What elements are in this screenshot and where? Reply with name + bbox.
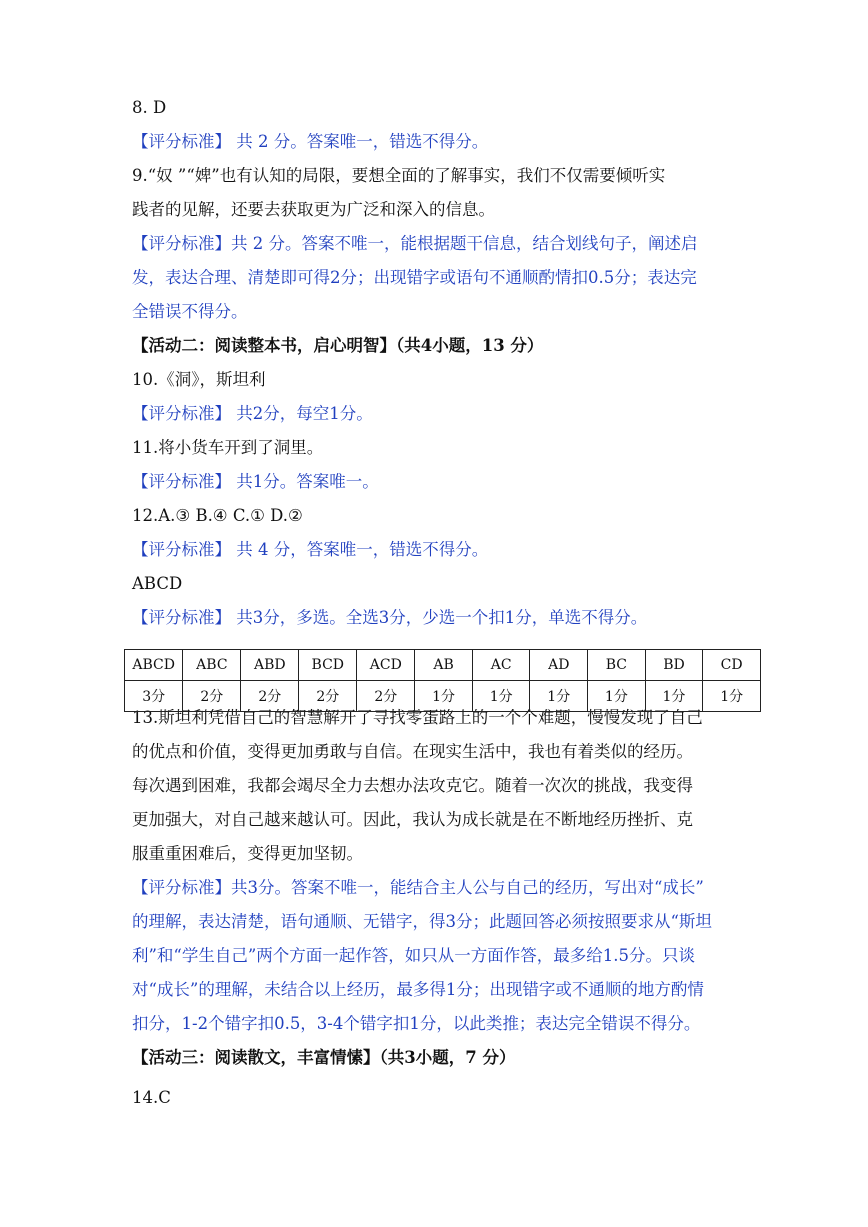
text-line: 每次遇到困难，我都会竭尽全力去想办法攻克它。随着一次次的挑战，我变得 (132, 776, 693, 795)
score-table-header-cell: ACD (357, 650, 415, 681)
score-table-value-cell: 1分 (588, 681, 646, 712)
text-line: 全错误不得分。 (132, 302, 248, 321)
score-table-value-cell: 2分 (299, 681, 357, 712)
text-line: 的优点和价值，变得更加勇敢与自信。在现实生活中，我也有着类似的经历。 (132, 742, 693, 761)
score-table-header-row (125, 650, 761, 681)
text-line: 【评分标准】 共 2 分。答案唯一，错选不得分。 (132, 132, 489, 151)
score-table (124, 649, 761, 712)
score-table-header-cell: AC (472, 650, 530, 681)
score-table-value-cell: 1分 (703, 681, 761, 712)
score-table-value-cell: 2分 (357, 681, 415, 712)
score-table-header-cell: BCD (299, 650, 357, 681)
text-line: 13.斯坦利凭借自己的智慧解开了寻找零蛋路上的一个个难题，慢慢发现了自己 (132, 708, 703, 727)
text-line: 发，表达合理、清楚即可得2分；出现错字或语句不通顺酌情扣0.5分；表达完 (132, 268, 697, 287)
text-line: 【活动三：阅读散文，丰富情愫】（共3小题，7 分） (132, 1048, 516, 1067)
score-table-value-cell: 1分 (530, 681, 588, 712)
text-line: 扣分，1-2个错字扣0.5，3-4个错字扣1分，以此类推；表达完全错误不得分。 (132, 1014, 701, 1033)
text-line: 服重重困难后，变得更加坚韧。 (132, 844, 363, 863)
text-line: 【评分标准】共 2 分。答案不唯一，能根据题干信息，结合划线句子，阐述启 (132, 234, 698, 253)
text-line: 【评分标准】 共 4 分，答案唯一，错选不得分。 (132, 540, 489, 559)
text-line: 11.将小货车开到了洞里。 (132, 438, 324, 457)
score-table-header-cell: CD (703, 650, 761, 681)
text-line: ABCD (132, 574, 183, 593)
score-table-header-cell: AD (530, 650, 588, 681)
text-line: 8. D (132, 98, 167, 117)
text-line: 践者的见解，还要去获取更为广泛和深入的信息。 (132, 200, 495, 219)
text-line: 12.A.③ B.④ C.① D.② (132, 506, 303, 525)
score-table-value-cell: 1分 (645, 681, 703, 712)
text-line: 【评分标准】 共1分。答案唯一。 (132, 472, 379, 491)
score-table-header-cell: ABCD (125, 650, 183, 681)
score-table-value-row (125, 681, 761, 712)
score-table-header-cell: BC (588, 650, 646, 681)
score-table-value-cell: 3分 (125, 681, 183, 712)
text-line: 的理解，表达清楚，语句通顺、无错字，得3分；此题回答必须按照要求从“斯坦 (132, 912, 712, 931)
score-table-header-cell: BD (645, 650, 703, 681)
score-table-value-cell: 1分 (415, 681, 473, 712)
score-table-header-cell: AB (415, 650, 473, 681)
text-line: 更加强大，对自己越来越认可。因此，我认为成长就是在不断地经历挫折、克 (132, 810, 693, 829)
text-line: 利”和“学生自己”两个方面一起作答，如只从一方面作答，最多给1.5分。只谈 (132, 946, 696, 965)
text-line: 【活动二：阅读整本书，启心明智】（共4小题，13 分） (132, 336, 544, 355)
text-line: 【评分标准】共3分。答案不唯一，能结合主人公与自己的经历，写出对“成长” (132, 878, 704, 897)
score-table-value-cell: 2分 (241, 681, 299, 712)
score-table-header-cell: ABD (241, 650, 299, 681)
text-line: 对“成长”的理解，未结合以上经历，最多得1分；出现错字或不通顺的地方酌情 (132, 980, 704, 999)
text-line: 10.《洞》，斯坦利 (132, 370, 266, 389)
score-table-value-cell: 2分 (183, 681, 241, 712)
score-table-header-cell: ABC (183, 650, 241, 681)
text-line: 9.“奴 ”“婢”也有认知的局限，要想全面的了解事实，我们不仅需要倾听实 (132, 166, 666, 185)
text-line: 14.C (132, 1088, 171, 1107)
text-line: 【评分标准】 共3分，多选。全选3分，少选一个扣1分，单选不得分。 (132, 608, 648, 627)
text-line: 【评分标准】 共2分，每空1分。 (132, 404, 373, 423)
score-table-value-cell: 1分 (472, 681, 530, 712)
